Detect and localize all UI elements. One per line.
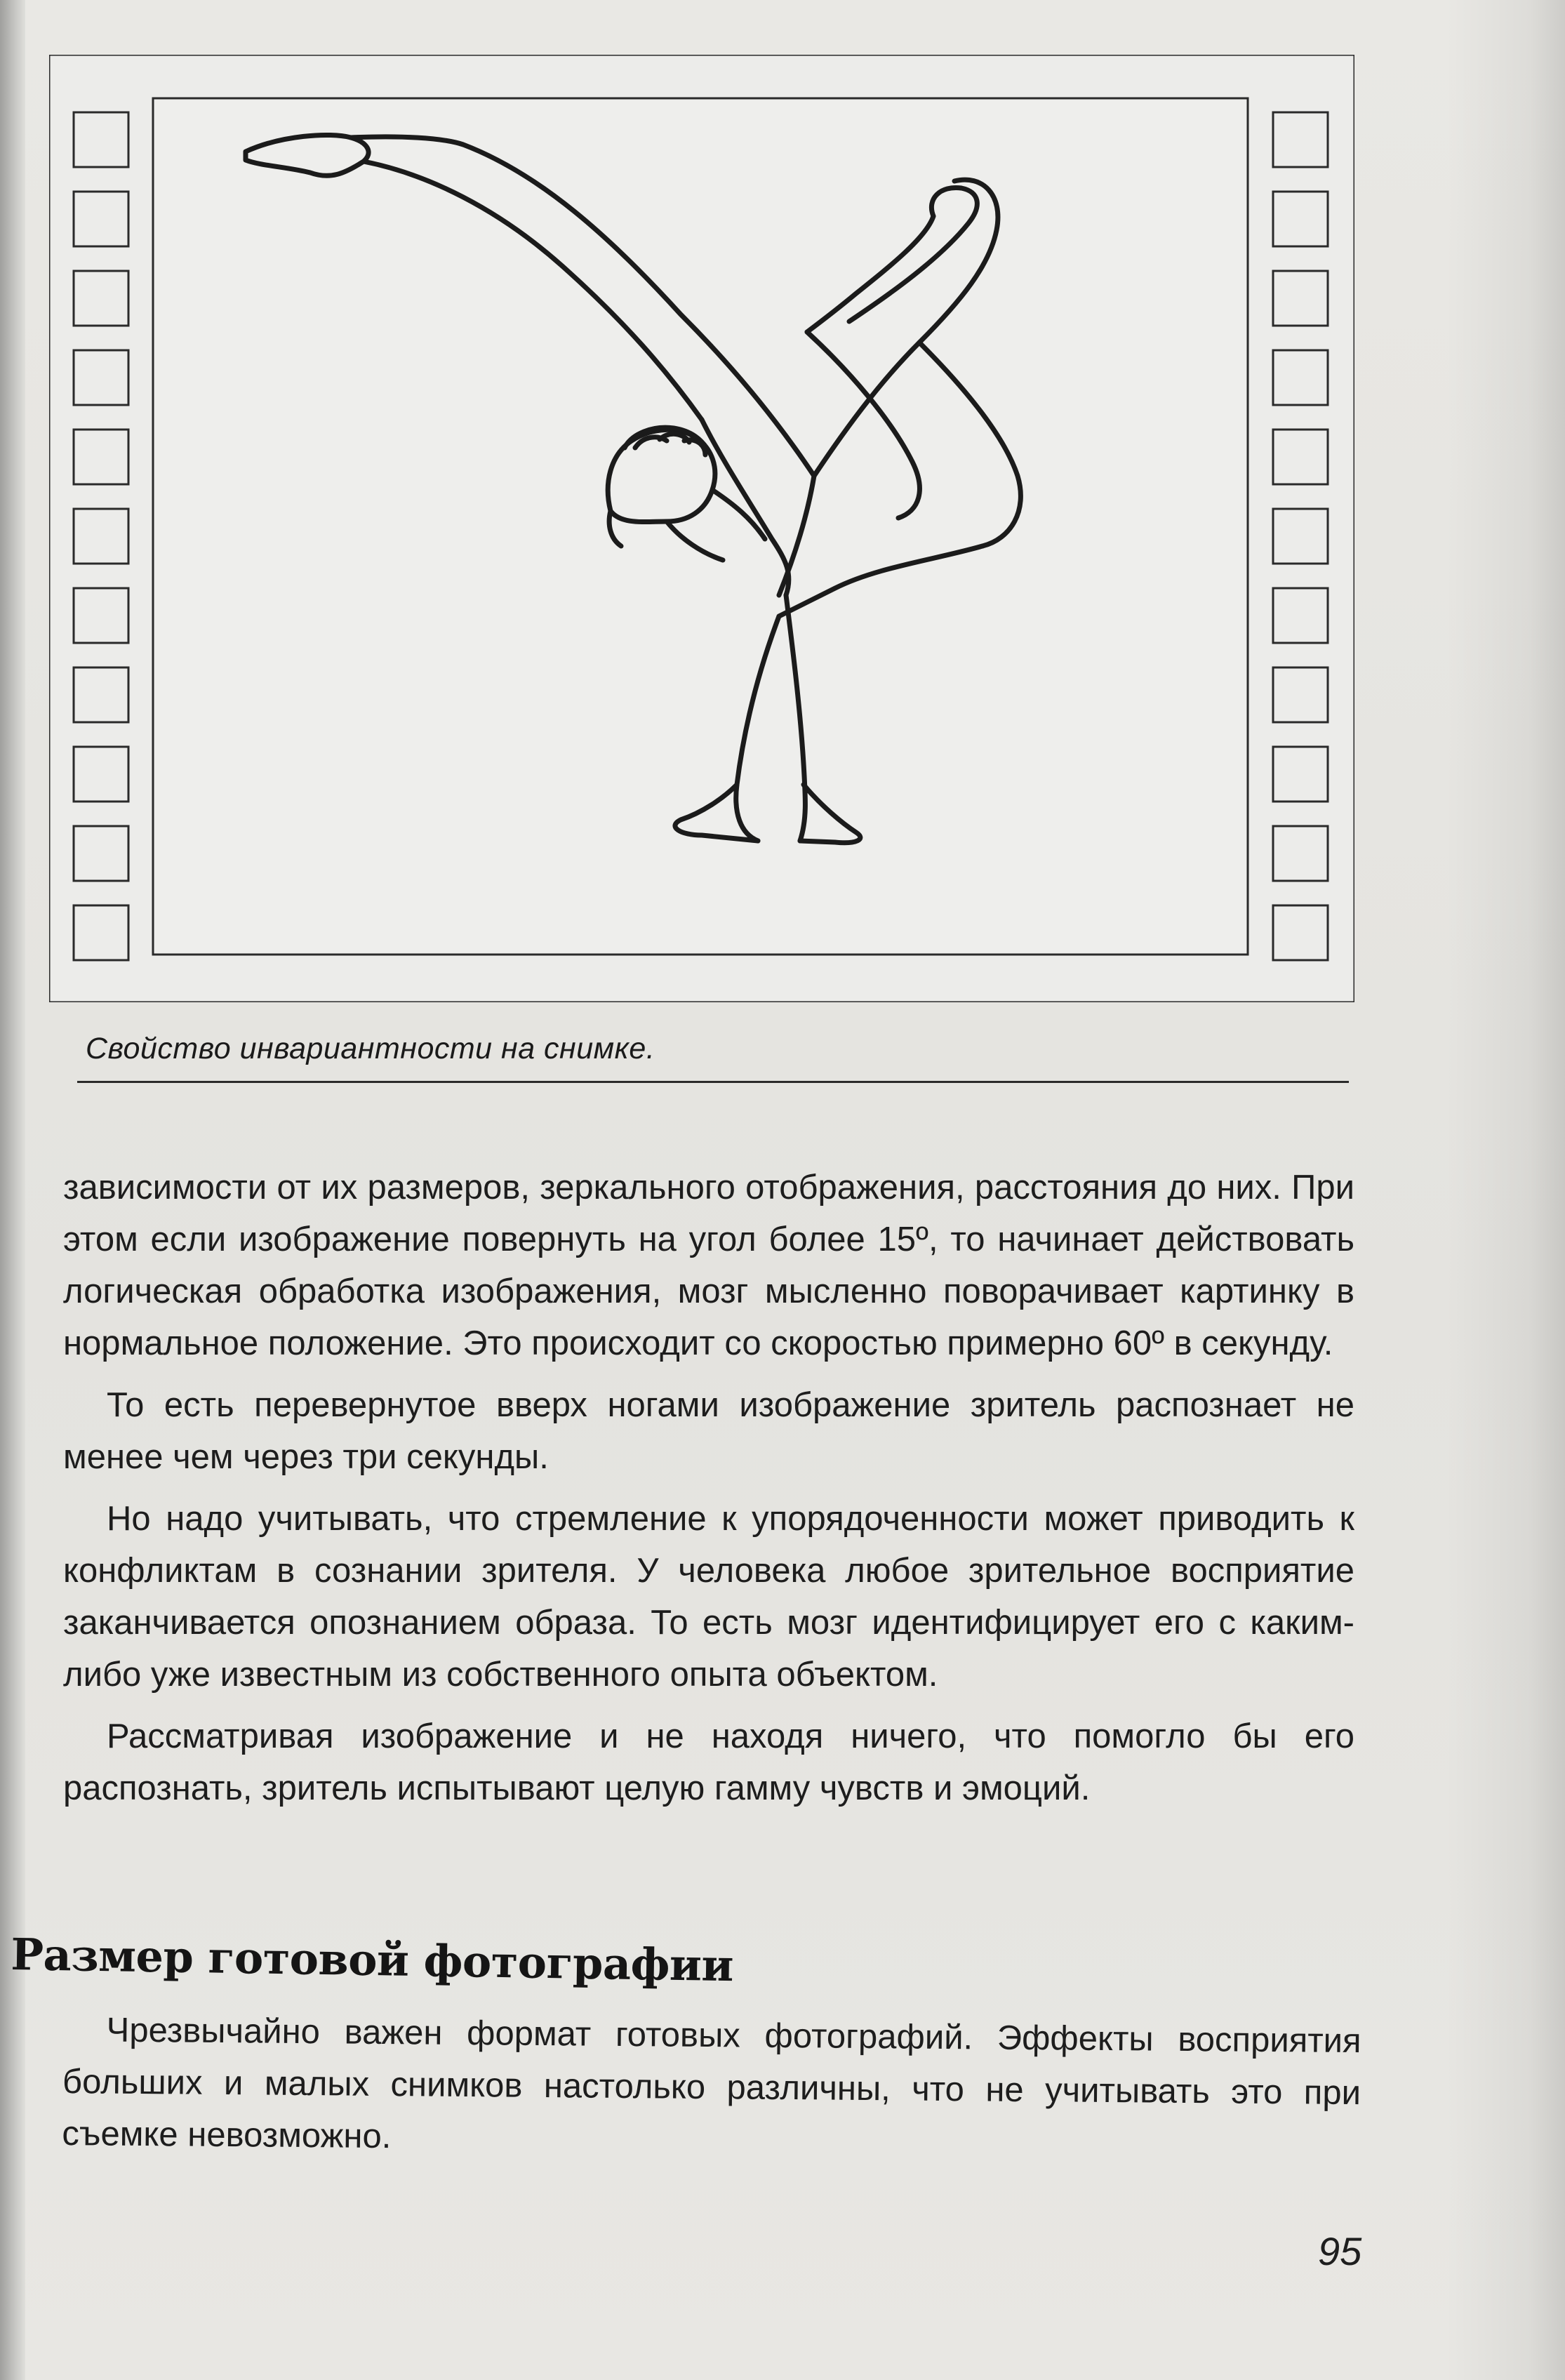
body-paragraph: Но надо учитывать, что стремление к упорядоченности может приводить к конфликтам в сознании зрителя. У человека любое зрительное восприятие заканчивается опознанием образа. То есть мозг идентифицирует его с каким-либо уже известным из собственного опыта объектом. (63, 1500, 1354, 1694)
page-number: 95 (1318, 2229, 1362, 2273)
figure-caption: Свойство инвариантности на снимке. (86, 1032, 655, 1065)
section-text (62, 2004, 1361, 2171)
film-frame-figure (49, 55, 1354, 1002)
book-spine-shadow (0, 0, 25, 2380)
page-edge-shadow (1446, 0, 1565, 2380)
body-paragraph: зависимости от их размеров, зеркального отображения, расстояния до них. При этом если изображение повернуть на угол более 15º, то начинает действовать логическая обработка изображения, мозг мысленно поворачивает картинку в нормальное положение. Это происходит со скоростью примерно 60º в секунду. (63, 1169, 1354, 1362)
film-inner-frame (153, 98, 1248, 955)
caption-rule (77, 1081, 1349, 1083)
section-paragraph: Чрезвычайно важен формат готовых фотографий. Эффекты восприятия больших и малых снимков настолько различны, что не учитывать это при съемке невозможно. (62, 2011, 1361, 2156)
body-text (63, 1162, 1354, 1814)
film-frame-illustration (49, 55, 1354, 1002)
body-paragraph: То есть перевернутое вверх ногами изображение зритель распознает не менее чем через три секунды. (63, 1386, 1354, 1476)
section-title: Размер готовой фотографии (10, 1929, 734, 1992)
body-paragraph: Рассматривая изображение и не находя ничего, что помогло бы его распознать, зритель испытывают целую гамму чувств и эмоций. (63, 1717, 1354, 1807)
